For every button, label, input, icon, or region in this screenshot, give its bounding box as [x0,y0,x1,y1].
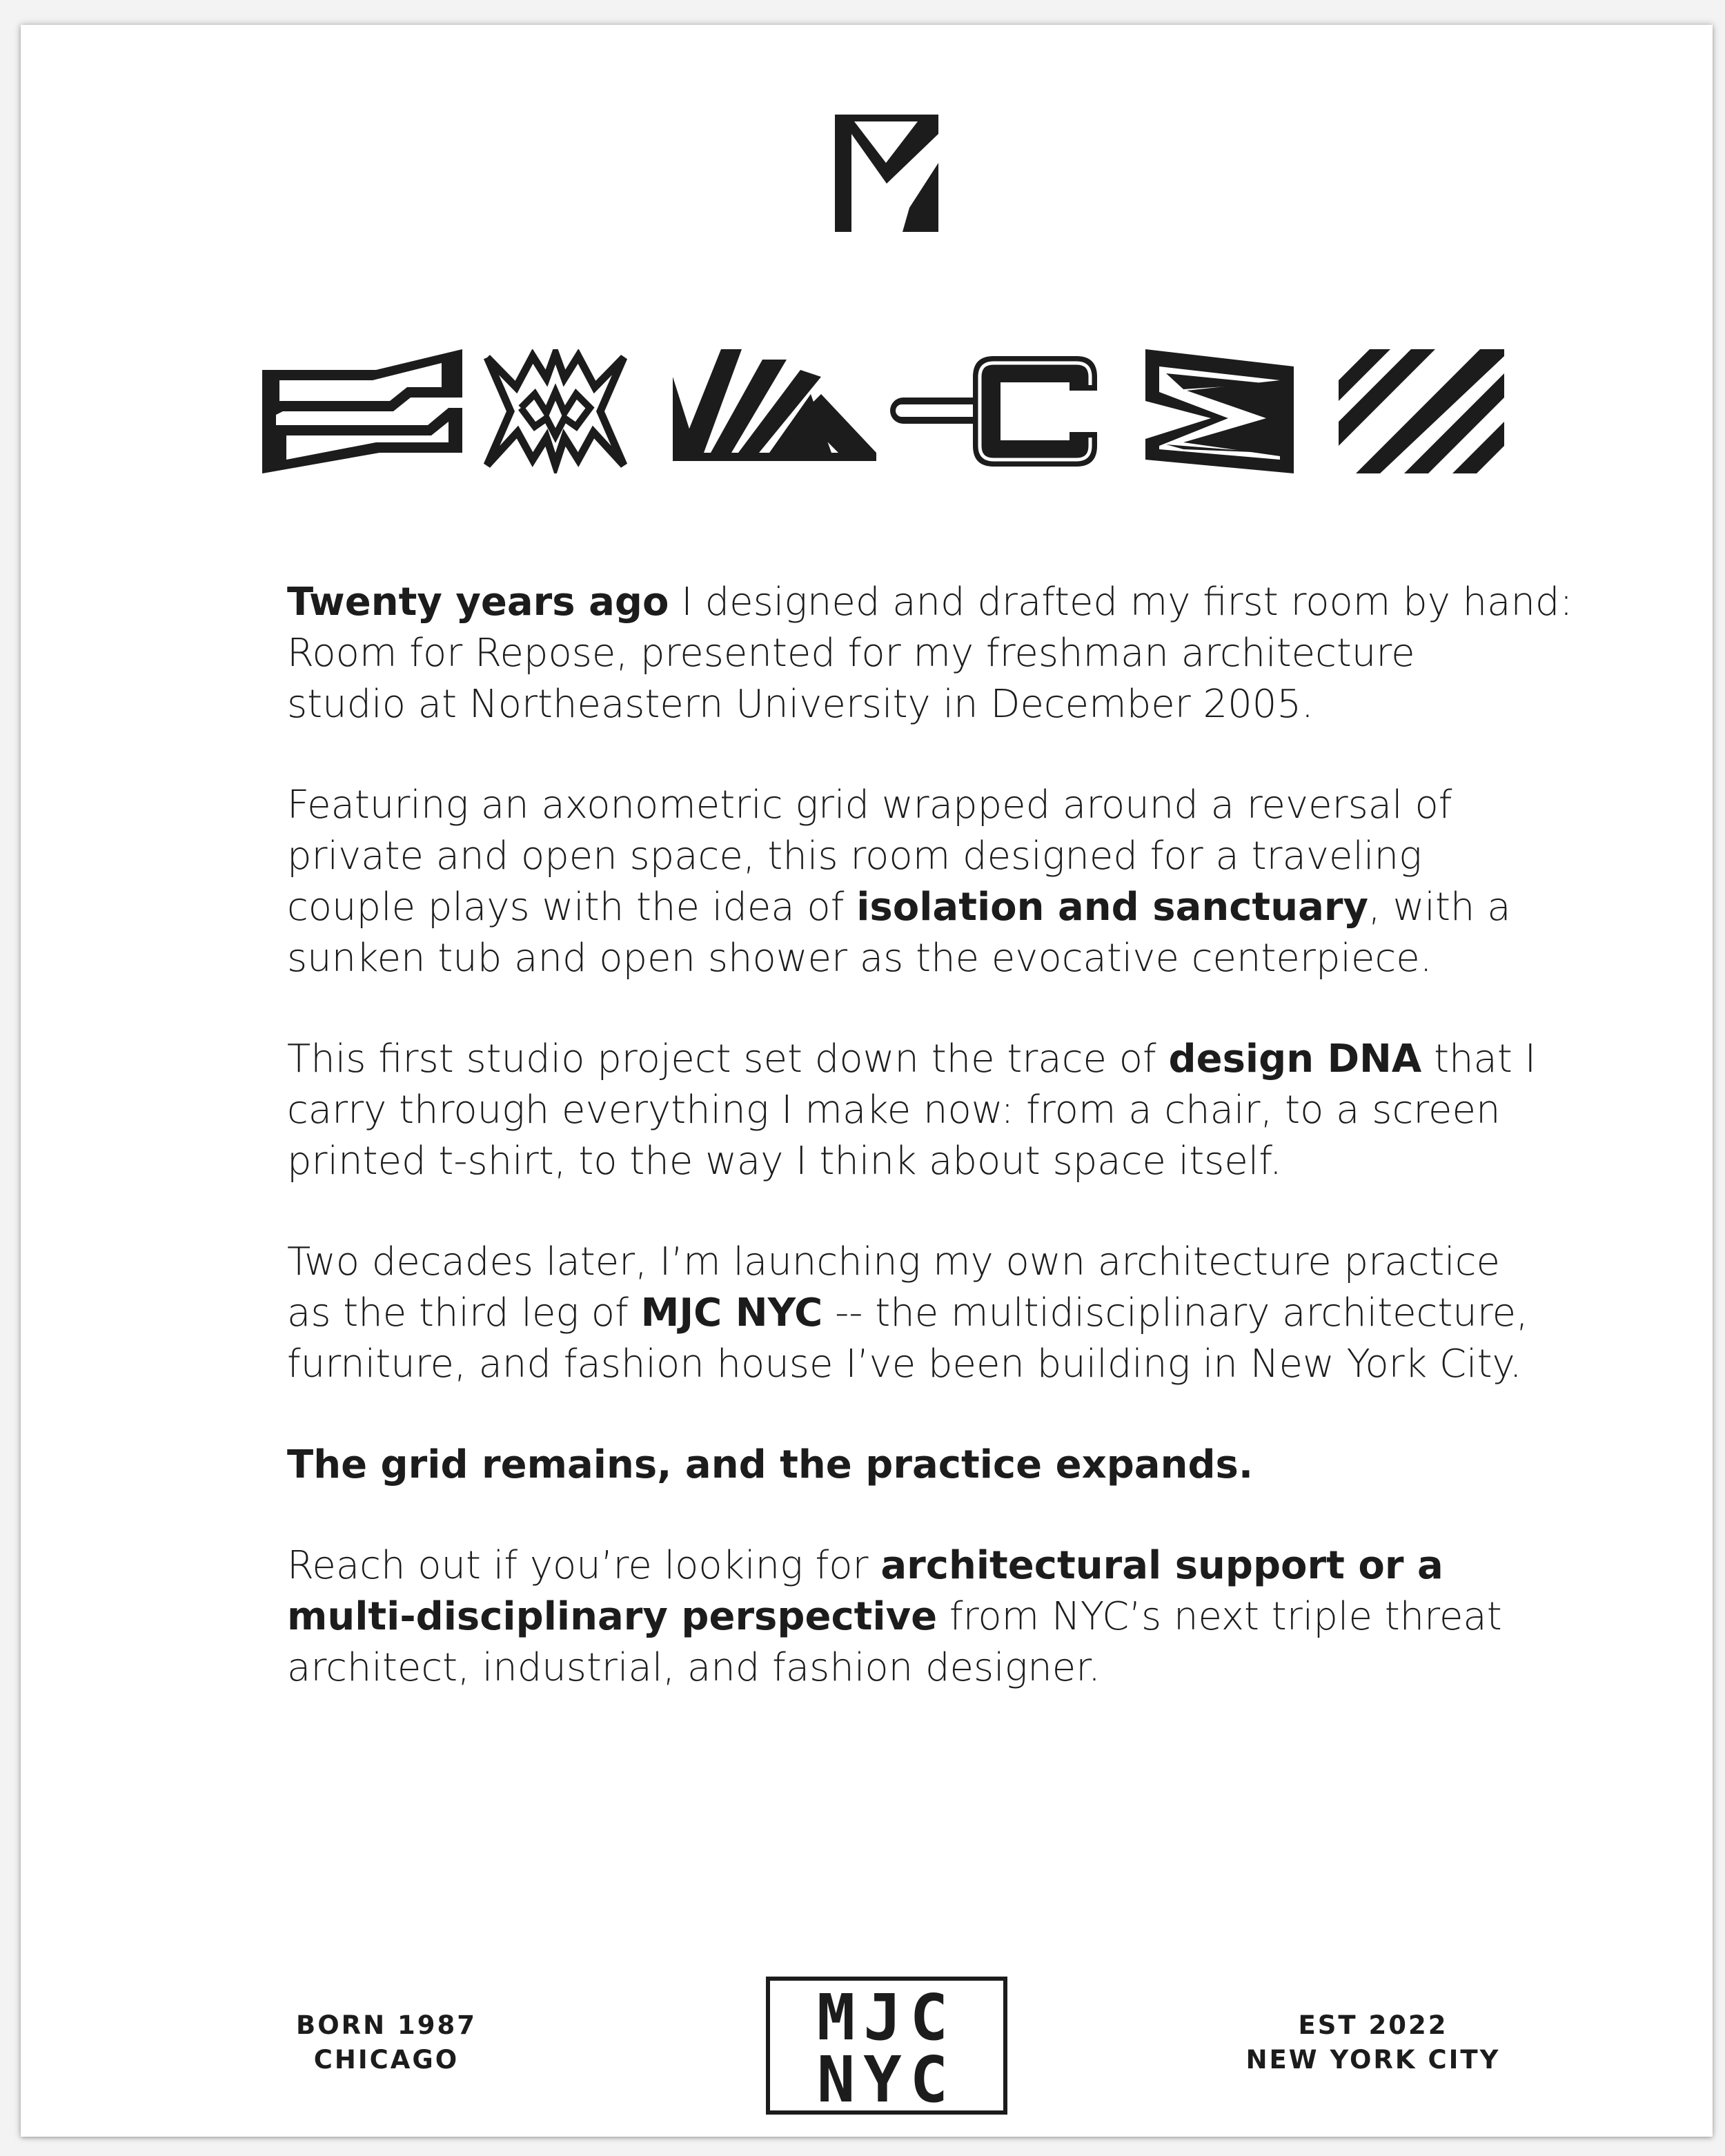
diagonal-stripes-glyph-icon [1339,349,1504,473]
paragraph [287,577,1573,730]
letter-sheet [21,25,1713,2137]
body-text: architect, industrial, and fashion designer. [287,1645,1101,1690]
text-line [287,1591,1550,1643]
text-line [287,628,1550,679]
text-line [287,1440,1550,1491]
emphasis-text: architectural support or a [880,1543,1443,1588]
text-line [287,831,1550,882]
body-text: private and open space, this room designed for a traveling [287,834,1422,879]
body-text: printed t-shirt, to the way I think about space itself. [287,1139,1282,1184]
body-text: Two decades later, I’m launching my own architecture practice [287,1239,1500,1284]
paragraph [287,1440,1550,1491]
emphasis-text: multi-disciplinary perspective [287,1594,938,1639]
text-line [287,933,1550,984]
body-text: This first studio project set down the trace of [287,1037,1169,1081]
emphasis-text: The grid remains, and the practice expands. [287,1442,1254,1487]
text-line [287,882,1550,933]
body-text: -- the multidisciplinary architecture, [822,1291,1528,1335]
est-info [1214,2008,1532,2077]
born-year: BORN 1987 [296,2010,477,2040]
fan-rays-glyph-icon [673,349,876,473]
logo-line-top: MJC [816,1981,957,2055]
body-text: from NYC’s next triple threat [937,1594,1502,1639]
est-city: NEW YORK CITY [1245,2045,1501,2075]
text-line [287,780,1550,831]
body-text: as the third leg of [287,1291,641,1335]
body-text: carry through everything I make now: from a chair, to a screen [287,1088,1501,1133]
paragraph [287,1034,1550,1187]
text-line [287,1288,1550,1339]
emphasis-text: design DNA [1168,1037,1422,1081]
body-text: Reach out if you’re looking for [287,1543,881,1588]
angular-x-mark-icon [835,115,938,232]
chevron-z-glyph-icon [1145,349,1294,473]
body-text: sunken tub and open shower as the evocative centerpiece. [287,936,1432,981]
text-line [287,679,1550,730]
text-line [287,1237,1550,1288]
emphasis-text: isolation and sanctuary [856,885,1368,930]
born-info [269,2008,504,2077]
text-line [287,577,1573,628]
logo-line-bottom: NYC [816,2043,957,2117]
paragraph [287,780,1550,984]
paragraph [287,1237,1550,1390]
body-text: Room for Repose, presented for my freshman architecture [287,631,1415,676]
paragraph [287,1540,1550,1694]
emphasis-text: Twenty years ago [287,580,669,625]
body-text: Featuring an axonometric grid wrapped around a reversal of [287,783,1452,827]
body-text: furniture, and fashion house I’ve been building in New York City. [287,1342,1522,1386]
text-line [287,1136,1550,1187]
body-text: , with a [1368,885,1511,930]
est-year: EST 2022 [1298,2010,1448,2040]
mjc-nyc-logo [766,1977,1007,2115]
body-text: couple plays with the idea of [287,885,857,930]
born-city: CHICAGO [313,2045,460,2075]
text-line [287,1643,1550,1694]
angular-z-glyph-icon [262,349,462,473]
body-text: I designed and drafted my first room by hand: [669,580,1573,625]
letter-body [287,577,1573,1743]
text-line [287,1085,1550,1136]
body-text: that I [1421,1037,1537,1081]
text-line [287,1034,1550,1085]
body-text: studio at Northeastern University in December 2005. [287,682,1314,727]
spiked-starburst-glyph-icon [483,349,628,473]
text-line [287,1339,1550,1390]
emphasis-text: MJC NYC [640,1291,823,1335]
text-line [287,1540,1550,1591]
link-c-glyph-icon [890,349,1104,473]
